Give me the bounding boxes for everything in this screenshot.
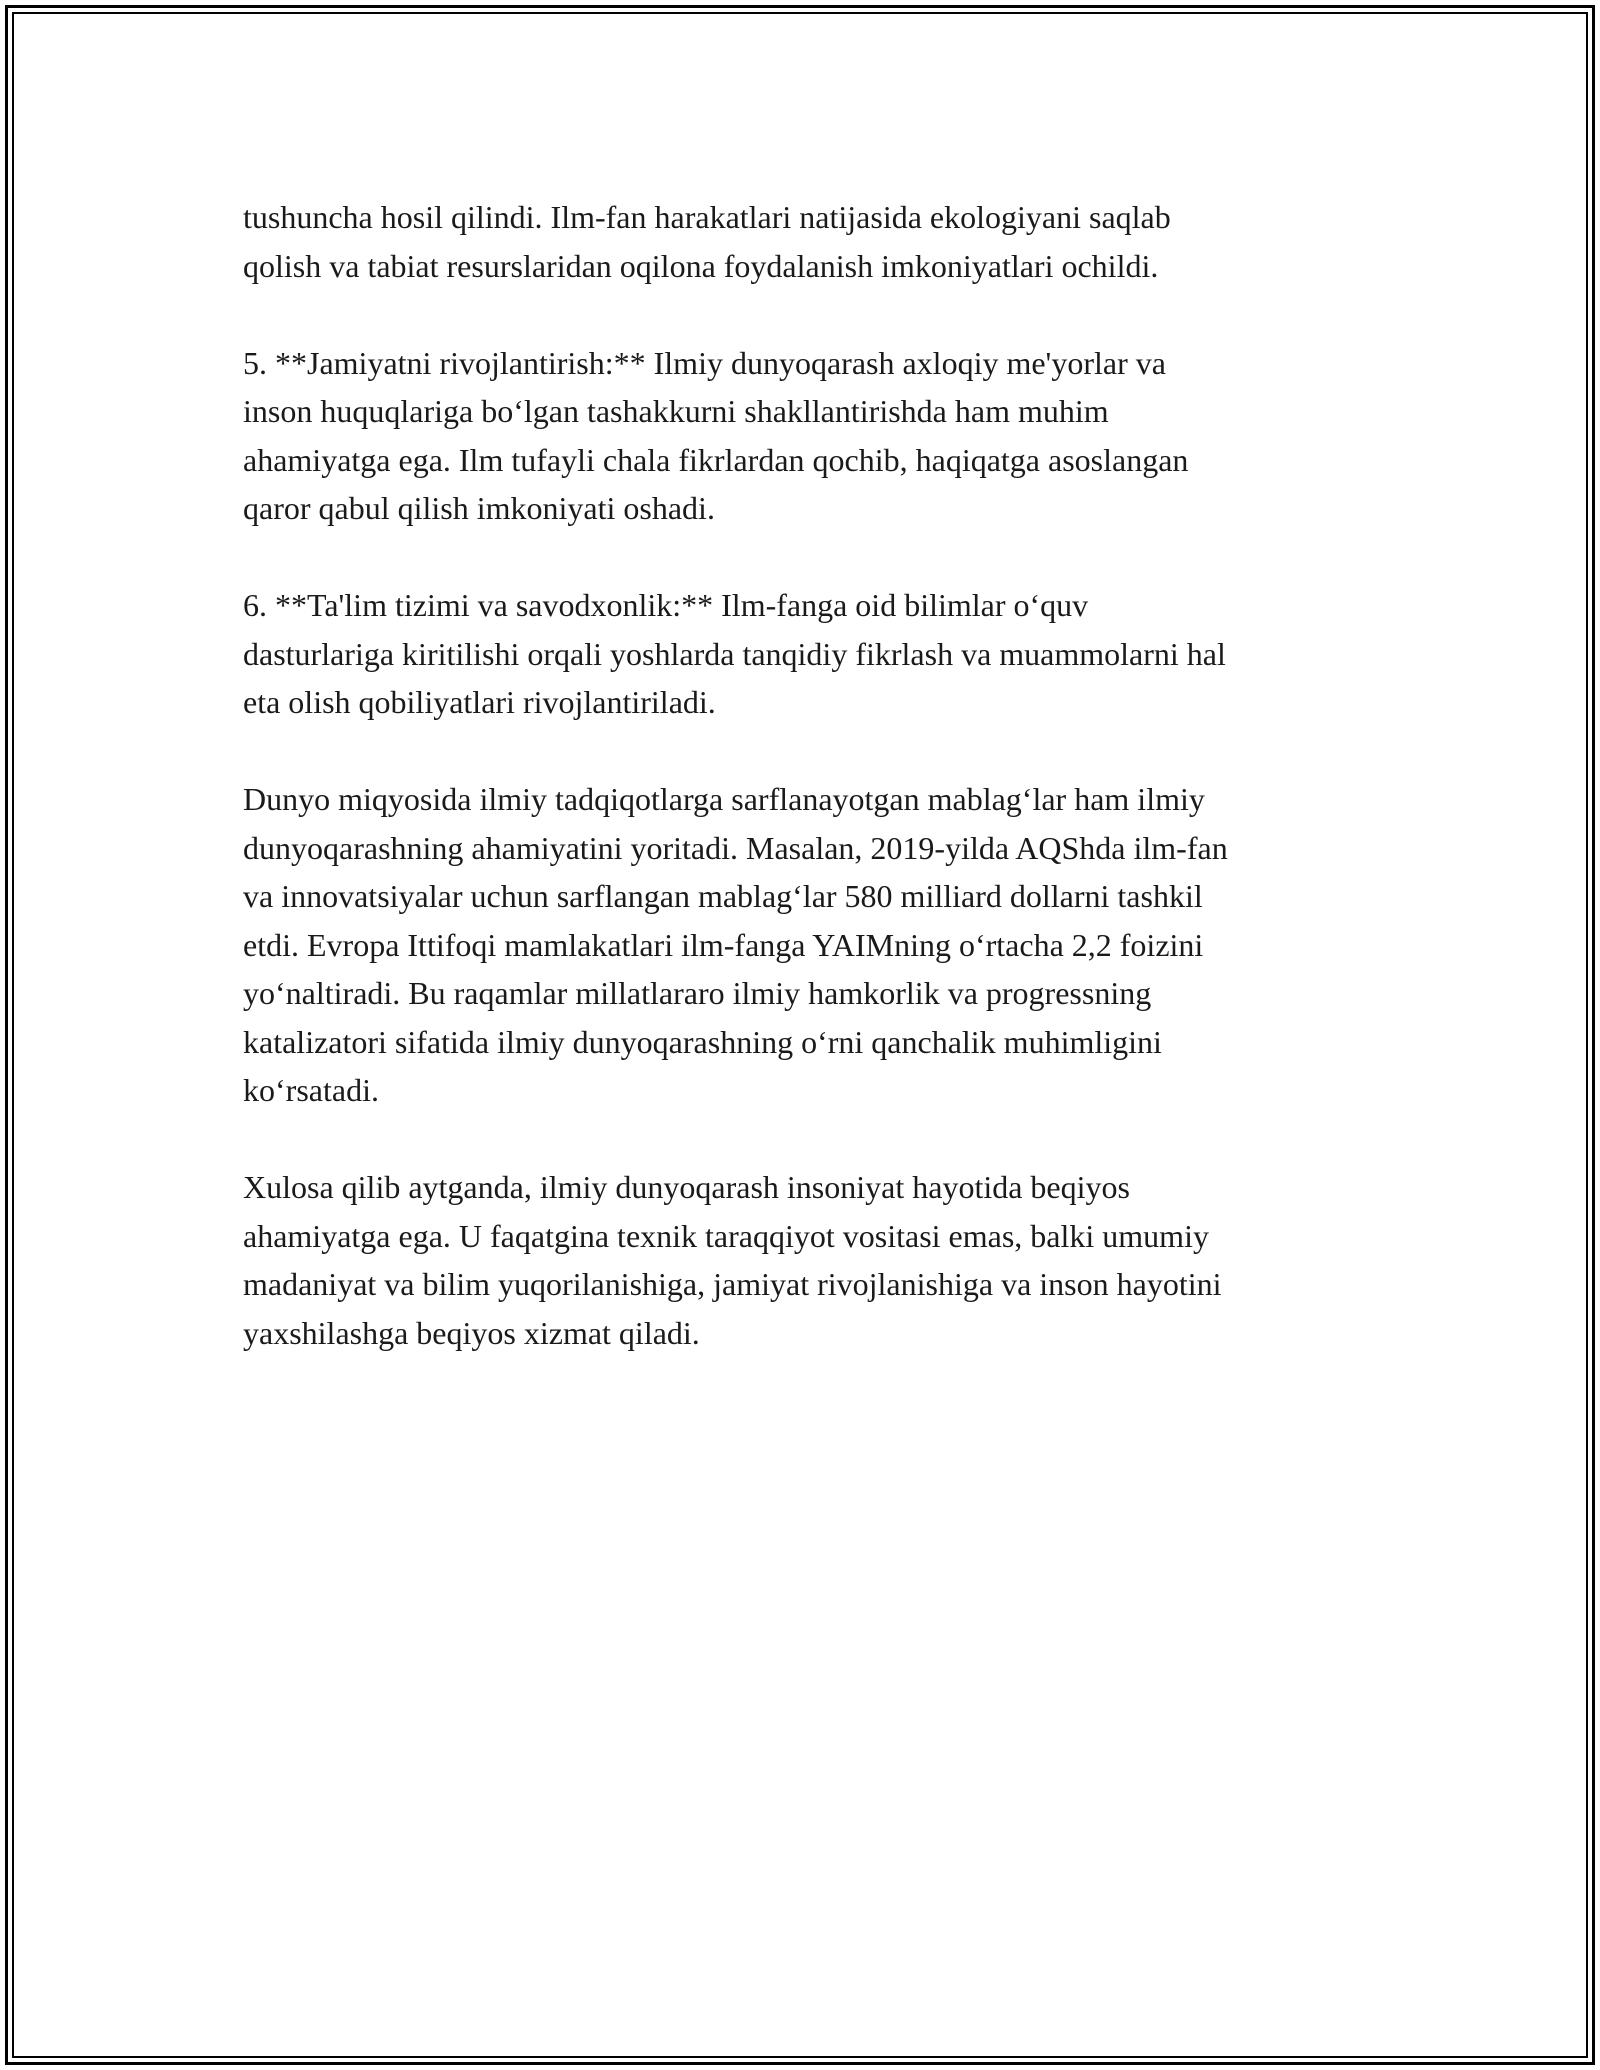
page-content [243, 193, 1383, 1406]
paragraph-conclusion: Xulosa qilib aytganda, ilmiy dunyoqarash insoniyat hayotida beqiyos ahamiyatga ega. U faqatgina texnik taraqqiyot vositasi emas, balki umumiy madaniyat va bilim yuqorilanishiga, jamiyat rivojlanishiga va inson hayotini yaxshilashga beqiyos xizmat qiladi. [243, 1169, 1222, 1351]
paragraph-society-development: 5. **Jamiyatni rivojlantirish:** Ilmiy dunyoqarash axloqiy me'yorlar va inson huquqlariga bo‘lgan tashakkurni shakllantirishda ham muhim ahamiyatga ega. Ilm tufayli chala fikrlardan qochib, haqiqatga asoslangan qaror qabul qilish imkoniyati oshadi. [243, 344, 1189, 526]
paragraph-education-literacy: 6. **Ta'lim tizimi va savodxonlik:** Ilm-fanga oid bilimlar o‘quv dasturlariga kiritilishi orqali yoshlarda tanqidiy fikrlash va muammolarni hal eta olish qobiliyatlari rivojlantiriladi. [243, 587, 1226, 720]
page-frame [5, 5, 1595, 2065]
paragraph-research-funding: Dunyo miqyosida ilmiy tadqiqotlarga sarflanayotgan mablag‘lar ham ilmiy dunyoqarashning ahamiyatini yoritadi. Masalan, 2019-yilda AQShda ilm-fan va innovatsiyalar uchun sarflangan mablag‘lar 580 milliard dollarni tashkil etdi. Evropa Ittifoqi mamlakatlari ilm-fanga YAIMning o‘rtacha 2,2 foizini yo‘naltiradi. Bu raqamlar millatlararo ilmiy hamkorlik va progressning katalizatori sifatida ilmiy dunyoqarashning o‘rni qanchalik muhimligini ko‘rsatadi. [243, 781, 1228, 1108]
paragraph-ecology-continuation: tushuncha hosil qilindi. Ilm-fan harakatlari natijasida ekologiyani saqlab qolish va tabiat resurslaridan oqilona foydalanish imkoniyatlari ochildi. [243, 199, 1171, 284]
